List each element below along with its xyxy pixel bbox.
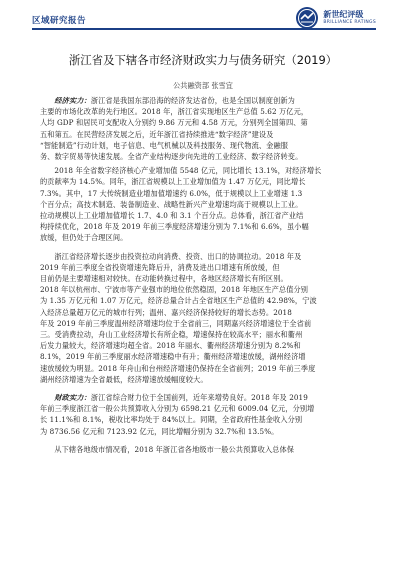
line-text: 2018 年全省数字经济核心产业增加值 5548 亿元，同比增长 13.1%，对经济增长 xyxy=(54,166,322,176)
paragraph-line xyxy=(40,151,366,162)
paragraph-line xyxy=(40,232,366,243)
line-text: 7.3%。其中，17 大传统制造业增加值增速约 6.0%，低于规模以上工业增速 1.3 xyxy=(40,188,303,198)
line-text: 人均 GDP 和居民可支配收入分别约 9.86 万元和 4.58 万元，分别列全国第四、第 xyxy=(40,118,308,128)
paragraph-line xyxy=(40,188,366,199)
line-text: 从下辖各地级市情况看，2018 年浙江省各地级市一般公共预算收入总体保 xyxy=(54,444,295,454)
line-text: 年及 2019 年前三季度温州经济增速均位于全省前三，同期嘉兴经济增速位于全省前 xyxy=(40,318,312,328)
line-text: 放缓，但仍处于合理区间。 xyxy=(40,233,128,243)
paragraph-line xyxy=(40,351,366,362)
paragraph-line xyxy=(40,295,366,306)
paragraph-line xyxy=(40,414,366,425)
paragraph-line xyxy=(40,165,366,176)
line-text: 为 8736.56 亿元和 7123.92 亿元，同比增幅分别为 32.7%和 13.5%。 xyxy=(40,426,279,436)
paragraph-lead-heading: 财政实力： xyxy=(54,393,91,403)
paragraph-line xyxy=(40,403,366,414)
brand-name-cn: 新世纪评级 xyxy=(323,10,364,19)
line-text: 年前三季度浙江省一般公共预算收入分别为 6598.21 亿元和 6009.04 亿元，分别增 xyxy=(40,404,315,414)
line-text: 湖州经济增速为全省最低，经济增速放缓幅度较大。 xyxy=(40,374,208,384)
line-text: 2018 年以杭州市、宁波市等产业强市的地位依然稳固，2018 年地区生产总值分别 xyxy=(40,285,309,295)
line-text: 入经济总量超万亿元的城市行列；温州、嘉兴经济保持较好的增长态势。2018 xyxy=(40,307,292,317)
paragraph-line xyxy=(40,392,366,403)
body-paragraph xyxy=(40,444,366,455)
brand-logo xyxy=(295,6,376,30)
paragraph-line xyxy=(40,284,366,295)
body-paragraph xyxy=(40,392,366,437)
line-text: 的贡献率为 14.5%。同年，浙江省规模以上工业增加值为 1.47 万亿元，同比增长 xyxy=(40,177,306,187)
line-text: 为 1.35 万亿元和 1.07 万亿元，经济总量合计占全省地区生产总值的 42.98%，宁波 xyxy=(40,296,317,306)
paragraph-line xyxy=(40,329,366,340)
line-text: 浙江省是我国东部沿海的经济发达省份，也是全国以制度创新为 xyxy=(90,96,295,105)
body-paragraph xyxy=(40,165,366,243)
line-text: 8.1%，2019 年前三季度丽水经济增速稳中有升；衢州经济增速放缓，湖州经济增 xyxy=(40,352,306,362)
paragraph-line xyxy=(40,444,366,455)
paragraph-line xyxy=(40,129,366,140)
line-text: 主要的市场化改革的先行地区。2018 年，浙江省实现地区生产总值 5.62 万亿元， xyxy=(40,107,309,117)
brand-emblem-icon xyxy=(295,6,319,30)
paragraph-line xyxy=(40,426,366,437)
line-text: 2019 年前三季度全省投资增速先降后升，消费及进出口增速有所放缓，但 xyxy=(40,262,280,272)
paragraph-line xyxy=(40,210,366,221)
line-text: 速放缓较为明显。2018 年舟山和台州经济增速仍保持在全省前列；2019 年前三季度 xyxy=(40,363,316,373)
paragraph-line xyxy=(40,273,366,284)
line-text: 浙江省经济增长逐步由投资拉动向消费、投资、出口的协调拉动。2018 年及 xyxy=(54,251,302,261)
line-text: 五和第五。在民营经济发展之后，近年浙江省持续推进“数字经济”建设及 xyxy=(40,129,274,139)
line-text: 后发力量较大，经济增速均超全省。2018 年丽水、衢州经济增速分别为 8.2%和 xyxy=(40,341,301,351)
line-text: 浙江省综合财力位于全国前列，近年来增势良好。2018 年及 2019 xyxy=(90,393,308,403)
paragraph-line xyxy=(40,176,366,187)
brand-name-en: BRILLIANCE RATINGS xyxy=(323,20,376,25)
paragraph-line xyxy=(40,262,366,273)
body-paragraph xyxy=(40,95,366,162)
paragraph-line xyxy=(40,374,366,385)
paragraph-line xyxy=(40,363,366,374)
paragraph-line xyxy=(40,251,366,262)
paragraph-line xyxy=(40,221,366,232)
line-text: 个百分点；高技术制造、装备制造业、战略性新兴产业增速均高于规模以上工业。 xyxy=(40,199,303,209)
paragraph-line xyxy=(40,95,366,106)
paragraph-line xyxy=(40,117,366,128)
report-category-label: 区域研究报告 xyxy=(32,16,87,26)
document-title: 浙江省及下辖各市经济财政实力与债务研究（2019） xyxy=(68,53,338,67)
line-text: 目前仍是主要增速相对较快。在动能转换过程中，各地区经济增长有所区别。 xyxy=(40,274,288,284)
line-text: 长 11.1%和 8.1%，税收比率均处于 84%以上。同期，全省政府性基金收入分别 xyxy=(40,415,303,425)
paragraph-lead-heading: 经济实力： xyxy=(54,96,91,105)
paragraph-line xyxy=(40,106,366,117)
line-text: 构持续优化，2018 年及 2019 年前三季度经济增速分别为 7.1%和 6.6%，虽小幅 xyxy=(40,222,309,232)
document-author: 公共融资部 张雪宜 xyxy=(173,81,233,90)
document-body xyxy=(40,95,366,458)
line-text: 三。受消费拉动，舟山工业经济增长有所企稳，增速保持在较高水平；丽水和衢州 xyxy=(40,330,303,340)
header-divider xyxy=(32,28,376,30)
paragraph-line xyxy=(40,140,366,151)
body-paragraph xyxy=(40,251,366,385)
paragraph-line xyxy=(40,318,366,329)
line-text: 拉动规模以上工业增加值增长 1.7、4.0 和 3.1 个百分点。总体看，浙江省产业结 xyxy=(40,211,304,221)
paragraph-line xyxy=(40,199,366,210)
paragraph-line xyxy=(40,340,366,351)
paragraph-line xyxy=(40,307,366,318)
line-text: “智能制造”行动计划，电子信息、电气机械以及科技服务、现代物流、金融服 xyxy=(40,140,289,150)
line-text: 务、数字贸易等快速发展。全省产业结构逐步向先进的工业经济、数字经济转变。 xyxy=(40,152,303,162)
